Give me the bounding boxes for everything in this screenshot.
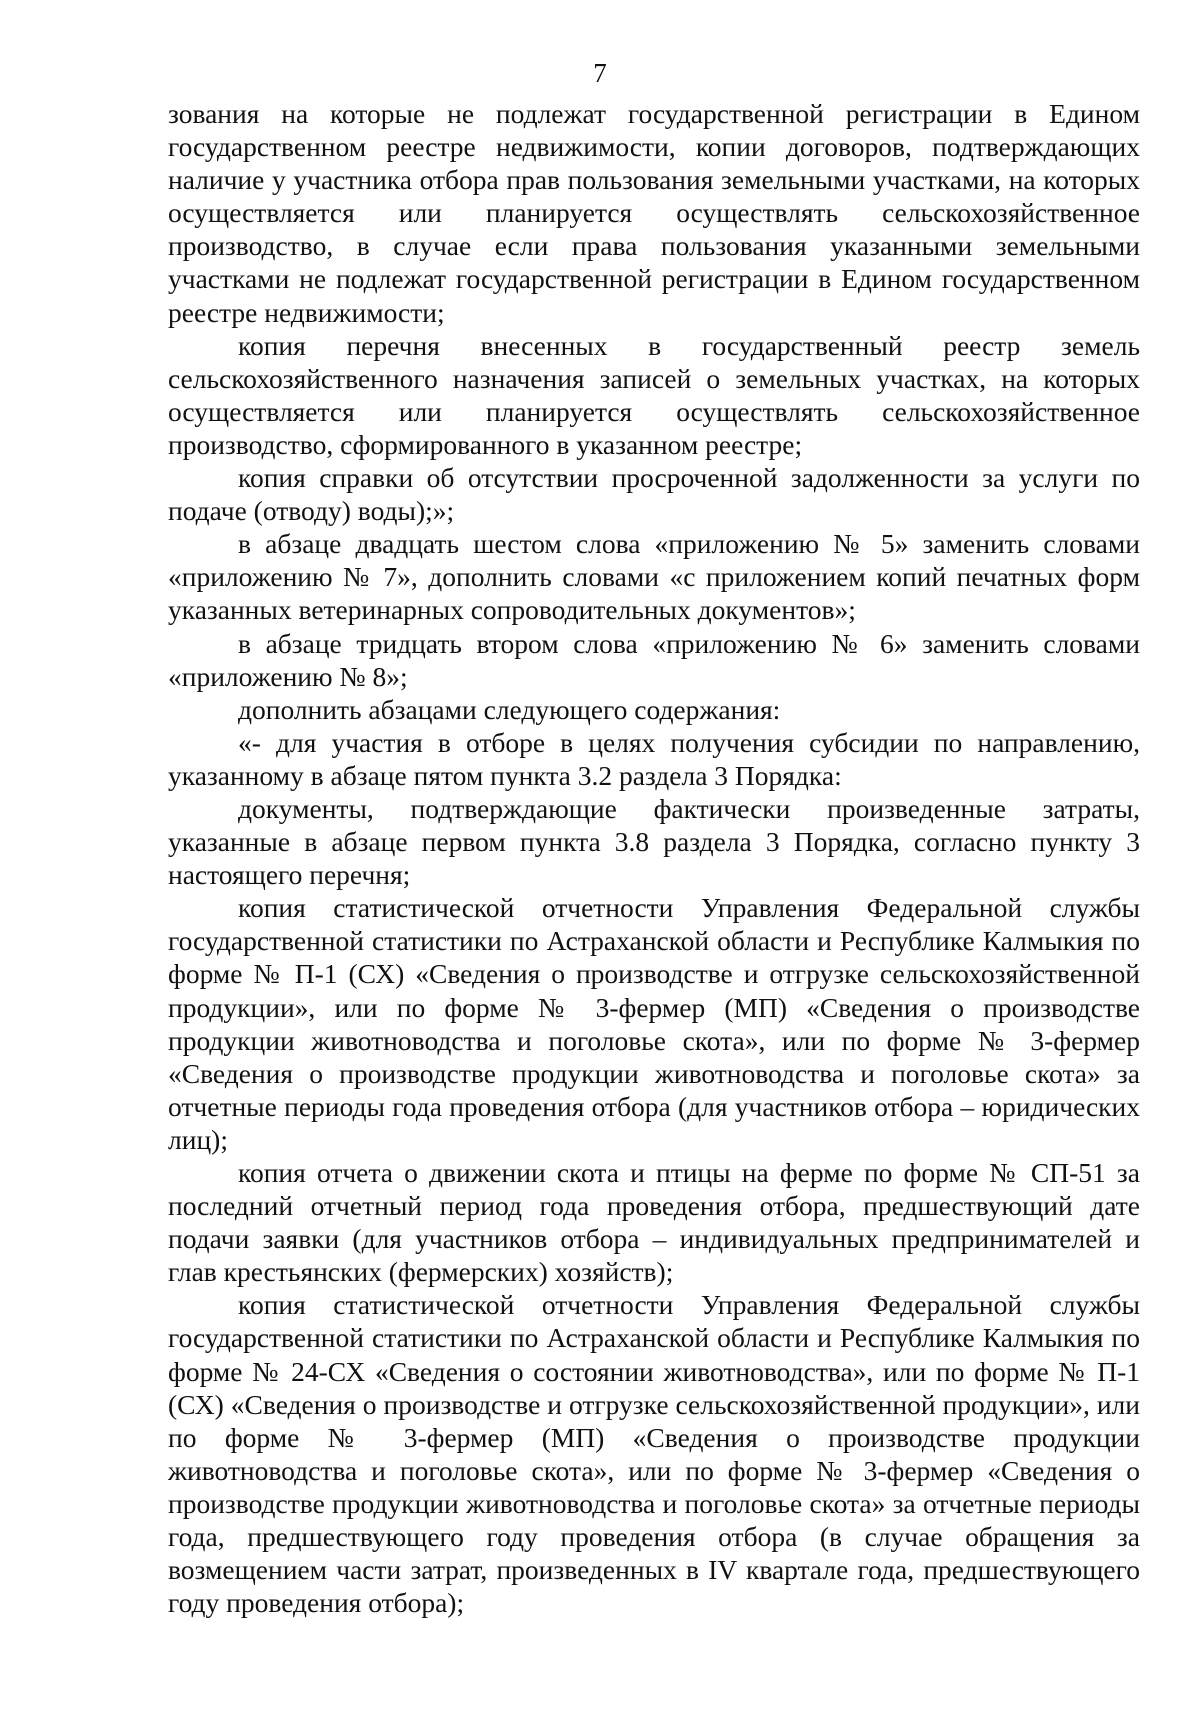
paragraph: в абзаце тридцать втором слова «приложению № 6» заменить словами «приложению № 8»;	[168, 627, 1140, 692]
paragraph: копия справки об отсутствии просроченной задолженности за услуги по подаче (отводу) воды);»;	[168, 462, 1140, 527]
page-number: 7	[593, 58, 607, 88]
paragraph: дополнить абзацами следующего содержания:	[238, 693, 781, 725]
paragraph: копия статистической отчетности Управления Федеральной службы государственной статистики по Астраханской области и Республике Калмыкия по форме № П-1 (СХ) «Сведения о производстве и отгрузке сельскохозяйственной продукции», или по форме № 3-фермер (МП) «Сведения о производстве продукции животноводства и поголовье скота», или по форме № 3-фермер «Сведения о производстве продукции животноводства и поголовье скота» за отчетные периоды года проведения отбора (для участников отбора – юридических лиц);	[168, 892, 1140, 1155]
paragraph: копия отчета о движении скота и птицы на ферме по форме № СП-51 за последний отчетный период года проведения отбора, предшествующий дате подачи заявки (для участников отбора – индивидуальных предпринимателей и глав крестьянских (фермерских) хозяйств);	[168, 1157, 1140, 1288]
paragraph-continuation: зования на которые не подлежат государственной регистрации в Едином государственном реестре недвижимости, копии договоров, подтверждающих наличие у участника отбора прав пользования земельными участками, на которых осуществляется или планируется осуществлять сельскохозяйственное производство, в случае если права пользования указанными земельными участками не подлежат государственной регистрации в Едином государственном реестре недвижимости;	[168, 98, 1140, 328]
paragraph: копия перечня внесенных в государственный реестр земель сельскохозяйственного назначения записей о земельных участках, на которых осуществляется или планируется осуществлять сельскохозяйственное производство, сформированного в указанном реестре;	[168, 329, 1140, 460]
paragraph: копия статистической отчетности Управления Федеральной службы государственной статистики по Астраханской области и Республике Калмыкия по форме № 24-СХ «Сведения о состоянии животноводства», или по форме № П-1 (СХ) «Сведения о производстве и отгрузке сельскохозяйственной продукции», или по форме № 3-фермер (МП) «Сведения о производстве продукции животноводства и поголовье скота», или по форме № 3-фермер «Сведения о производстве продукции животноводства и поголовье скота» за отчетные периоды года, предшествующего году проведения отбора (в случае обращения за возмещением части затрат, произведенных в IV квартале года, предшествующего году проведения отбора);	[168, 1289, 1140, 1619]
paragraph: «- для участия в отборе в целях получения субсидии по направлению, указанному в абзаце пятом пункта 3.2 раздела 3 Порядка:	[168, 726, 1140, 791]
document-body	[168, 97, 1140, 1619]
paragraph: в абзаце двадцать шестом слова «приложению № 5» заменить словами «приложению № 7», дополнить словами «с приложением копий печатных форм указанных ветеринарных сопроводительных документов»;	[168, 528, 1140, 626]
paragraph: документы, подтверждающие фактически произведенные затраты, указанные в абзаце первом пункта 3.8 раздела 3 Порядка, согласно пункту 3 настоящего перечня;	[168, 792, 1140, 891]
